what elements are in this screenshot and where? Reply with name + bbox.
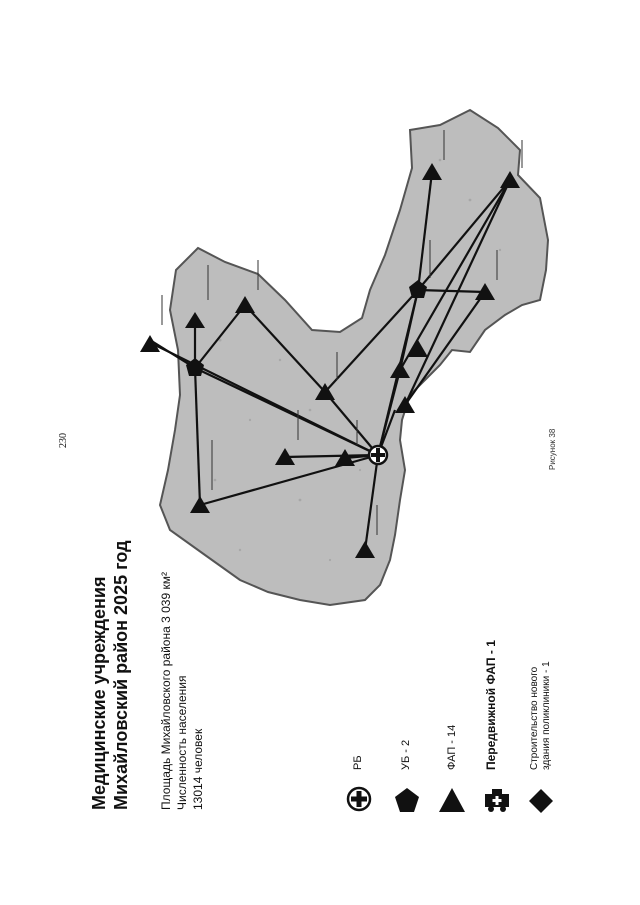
district-outline: [160, 110, 548, 605]
legend-new-building-line2: здания поликлиники - 1: [541, 661, 552, 770]
legend-rb-label: РБ: [352, 755, 364, 770]
page-number: 230: [58, 433, 69, 448]
title-line-2: Михайловский район 2025 год: [111, 540, 131, 810]
population-value: 13014 человек: [191, 728, 205, 810]
legend-new-building-line1: Строительство нового: [529, 666, 540, 770]
figure-caption: Рисунок 38: [548, 428, 557, 470]
population-label: Численность населения: [175, 675, 189, 810]
area-text: Площадь Михайловского района 3 039 км²: [159, 572, 173, 810]
legend-fap-label: ФАП - 14: [446, 724, 458, 770]
title-line-1: Медицинские учреждения: [89, 576, 109, 810]
rb-marker: [369, 446, 387, 464]
legend-ub-label: УБ - 2: [400, 739, 412, 770]
legend-mobile-fap-label: Передвижной ФАП - 1: [484, 640, 498, 770]
